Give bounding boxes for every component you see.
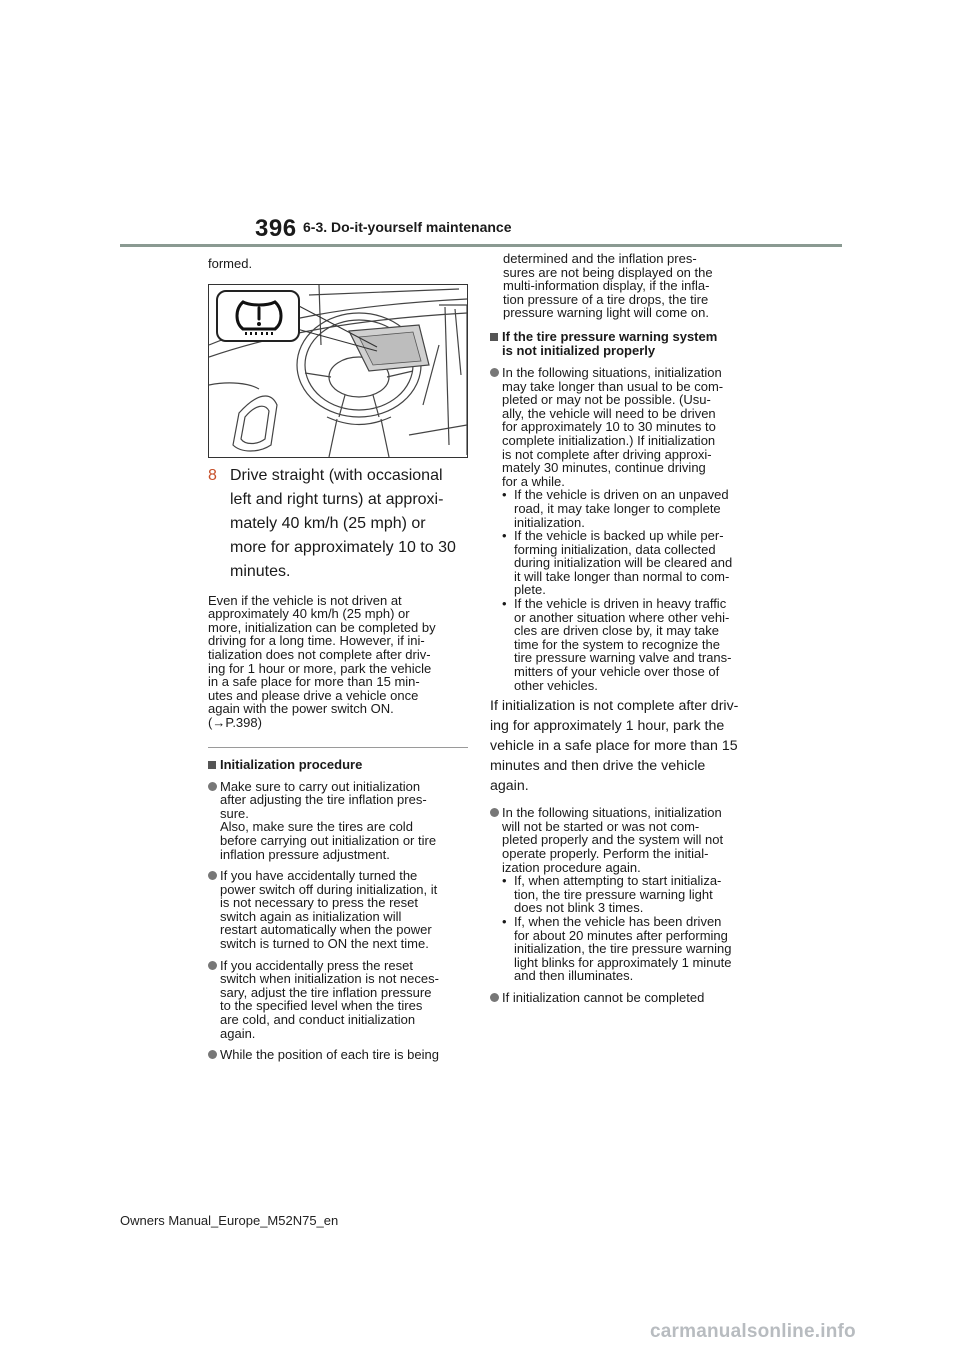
bullet-item (490, 991, 752, 1005)
sub-bullet-icon: • (502, 487, 507, 503)
bullet-line: sure. (220, 805, 249, 821)
body-line: vehicle in a safe place for more than 15 (490, 738, 738, 755)
sub-line: cles are driven close by, it may take (514, 623, 719, 639)
bullet-item (490, 366, 752, 692)
bullet-line: restart automatically when the power (220, 922, 432, 938)
body-line: again. (490, 778, 529, 795)
heading-not-initialized (490, 330, 752, 358)
right-column (490, 252, 752, 1005)
bullet-line: is not complete after driving approxi- (502, 446, 712, 462)
bullet-dot-icon (208, 871, 217, 880)
note-line: driving for a long time. However, if ini- (208, 633, 425, 649)
step-number: 8 (208, 466, 217, 484)
sub-line: mitters of your vehicle over those of (514, 664, 720, 680)
note-line: Even if the vehicle is not driven at (208, 592, 402, 608)
sub-line: initialization. (514, 514, 585, 530)
bullet-dot-icon (490, 808, 499, 817)
left-column (208, 252, 470, 1062)
bullet-line: pleted or may not be possible. (Usu- (502, 392, 711, 408)
step-line: Drive straight (with occasional (230, 466, 443, 484)
sub-line: during initialization will be cleared and (514, 555, 733, 571)
bullet-line: are cold, and conduct initialization (220, 1012, 416, 1028)
bullet-line: for approximately 10 to 30 minutes to (502, 419, 716, 435)
sub-line: or another situation where other vehi- (514, 609, 730, 625)
step-line: mately 40 km/h (25 mph) or (230, 514, 426, 532)
bullet-line: In the following situations, initialization (502, 364, 722, 380)
body-line: ing for approximately 1 hour, park the (490, 718, 725, 735)
square-bullet-icon (490, 333, 498, 341)
sub-line: If, when the vehicle has been driven (514, 913, 722, 929)
sub-bullet-icon: • (502, 596, 507, 612)
header-rule (120, 244, 842, 247)
bullet-line: will not be started or was not com- (502, 818, 700, 834)
sub-line: If the vehicle is backed up while per- (514, 528, 724, 544)
text-line: tion pressure of a tire drops, the tire (503, 291, 709, 307)
bullet-dot-icon (490, 368, 499, 377)
bullet-line: ally, the vehicle will need to be driven (502, 405, 716, 421)
step-note (208, 594, 470, 730)
dashboard-illustration (208, 284, 468, 458)
bullet-line: If you accidentally press the reset (220, 957, 413, 973)
sub-line: time for the system to recognize the (514, 636, 720, 652)
page-reference-link[interactable]: (→P.398) (208, 714, 262, 730)
sub-line: and then illuminates. (514, 968, 634, 984)
bullet-dot-icon (490, 993, 499, 1002)
text-line: determined and the inflation pres- (503, 251, 697, 266)
bullet-line: after adjusting the tire inflation pres- (220, 792, 427, 808)
sub-line: initialization, the tire pressure warning (514, 941, 732, 957)
bullet-line: If you have accidentally turned the (220, 868, 418, 884)
body-paragraph (490, 696, 752, 796)
sub-item (502, 874, 752, 915)
bullet-line: is not necessary to press the reset (220, 895, 418, 911)
bullet-line: ization procedure again. (502, 859, 641, 875)
sub-line: other vehicles. (514, 677, 598, 693)
watermark-link[interactable]: carmanualsonline.info (650, 1321, 856, 1342)
note-line: more, initialization can be completed by (208, 619, 436, 635)
heading-text: If the tire pressure warning system (502, 328, 718, 344)
bullet-line: switch is turned to ON the next time. (220, 936, 429, 952)
text-line: sures are not being displayed on the (503, 264, 713, 280)
section-title: 6-3. Do-it-yourself maintenance (303, 219, 512, 235)
bullet-item (208, 780, 470, 862)
intro-tail: formed. (208, 256, 253, 271)
bullet-line: before carrying out initialization or tire (220, 832, 437, 848)
bullet-line: again. (220, 1025, 256, 1041)
note-line: ing for 1 hour or more, park the vehicle (208, 660, 432, 676)
sub-bullet-icon: • (502, 528, 507, 544)
sub-line: light blinks for approximately 1 minute (514, 954, 732, 970)
note-line: utes and please drive a vehicle once (208, 687, 419, 703)
section-divider (208, 747, 468, 748)
body-line: If initialization is not complete after driv- (490, 698, 739, 715)
text-line: multi-information display, if the infla- (503, 278, 710, 294)
bullet-line: for a while. (502, 473, 565, 489)
bullet-line: In the following situations, initialization (502, 805, 722, 821)
bullet-line: pleted properly and the system will not (502, 832, 724, 848)
bullet-line: switch again as initialization will (220, 908, 402, 924)
bullet-line: switch when initialization is not neces- (220, 971, 439, 987)
sub-line: tire pressure warning valve and trans- (514, 650, 732, 666)
bullet-line: operate properly. Perform the initial- (502, 846, 709, 861)
bullet-line: While the position of each tire is being (220, 1047, 439, 1063)
note-line: in a safe place for more than 15 min- (208, 674, 420, 690)
note-line: approximately 40 km/h (25 mph) or (208, 606, 410, 622)
sub-line: forming initialization, data collected (514, 541, 716, 557)
bullet-dot-icon (208, 1050, 217, 1059)
step-line: left and right turns) at approxi- (230, 490, 444, 508)
bullet-line: may take longer than usual to be com- (502, 378, 724, 394)
footer-document-id: Owners Manual_Europe_M52N75_en (120, 1213, 339, 1228)
sub-line: If, when attempting to start initializa- (514, 873, 722, 889)
sub-item (502, 915, 752, 983)
heading-text: Initialization procedure (220, 756, 363, 772)
tire-pressure-warning-icon (231, 297, 287, 337)
text-line: pressure warning light will come on. (503, 305, 709, 321)
bullet-line: mately 30 minutes, continue driving (502, 460, 706, 476)
bullet-dot-icon (208, 961, 217, 970)
heading-initialization-procedure (208, 758, 470, 772)
bullet-item (490, 806, 752, 983)
bullet-dot-icon (208, 782, 217, 791)
bullet-item (208, 1048, 470, 1062)
bullet-line: power switch off during initialization, it (220, 881, 438, 897)
bullet-item (208, 869, 470, 951)
sub-item (502, 597, 752, 692)
bullet-line: Make sure to carry out initialization (220, 778, 421, 794)
sub-line: does not blink 3 times. (514, 900, 644, 916)
sub-line: road, it may take longer to complete (514, 500, 721, 516)
bullet-line: complete initialization.) If initialization (502, 432, 716, 448)
step-line: more for approximately 10 to 30 (230, 538, 456, 556)
square-bullet-icon (208, 761, 216, 769)
sub-line: for about 20 minutes after performing (514, 927, 728, 943)
note-line: again with the power switch ON. (208, 701, 394, 717)
sub-line: plete. (514, 582, 546, 598)
sub-line: If the vehicle is driven in heavy traffic (514, 596, 727, 612)
sub-line: tion, the tire pressure warning light (514, 886, 713, 902)
sub-bullet-icon: • (502, 873, 507, 889)
continuation-text (503, 252, 752, 320)
step-line: minutes. (230, 562, 291, 580)
step-text (230, 464, 456, 584)
sub-line: If the vehicle is driven on an unpaved (514, 487, 729, 503)
step-8 (208, 464, 470, 584)
bullet-line: If initialization cannot be completed (502, 989, 705, 1005)
sub-item (502, 529, 752, 597)
heading-text: is not initialized properly (502, 342, 656, 358)
sub-bullet-icon: • (502, 913, 507, 929)
bullet-line: Also, make sure the tires are cold (220, 819, 413, 835)
bullet-line: sary, adjust the tire inflation pressure (220, 984, 432, 1000)
bullet-line: inflation pressure adjustment. (220, 846, 390, 862)
page-number: 396 (255, 215, 297, 242)
sub-line: it will take longer than normal to com- (514, 568, 730, 584)
note-line: tialization does not complete after driv- (208, 646, 431, 662)
body-line: minutes and then drive the vehicle (490, 758, 706, 775)
sub-item (502, 488, 752, 529)
bullet-item (208, 959, 470, 1041)
bullet-line: to the specified level when the tires (220, 998, 423, 1014)
